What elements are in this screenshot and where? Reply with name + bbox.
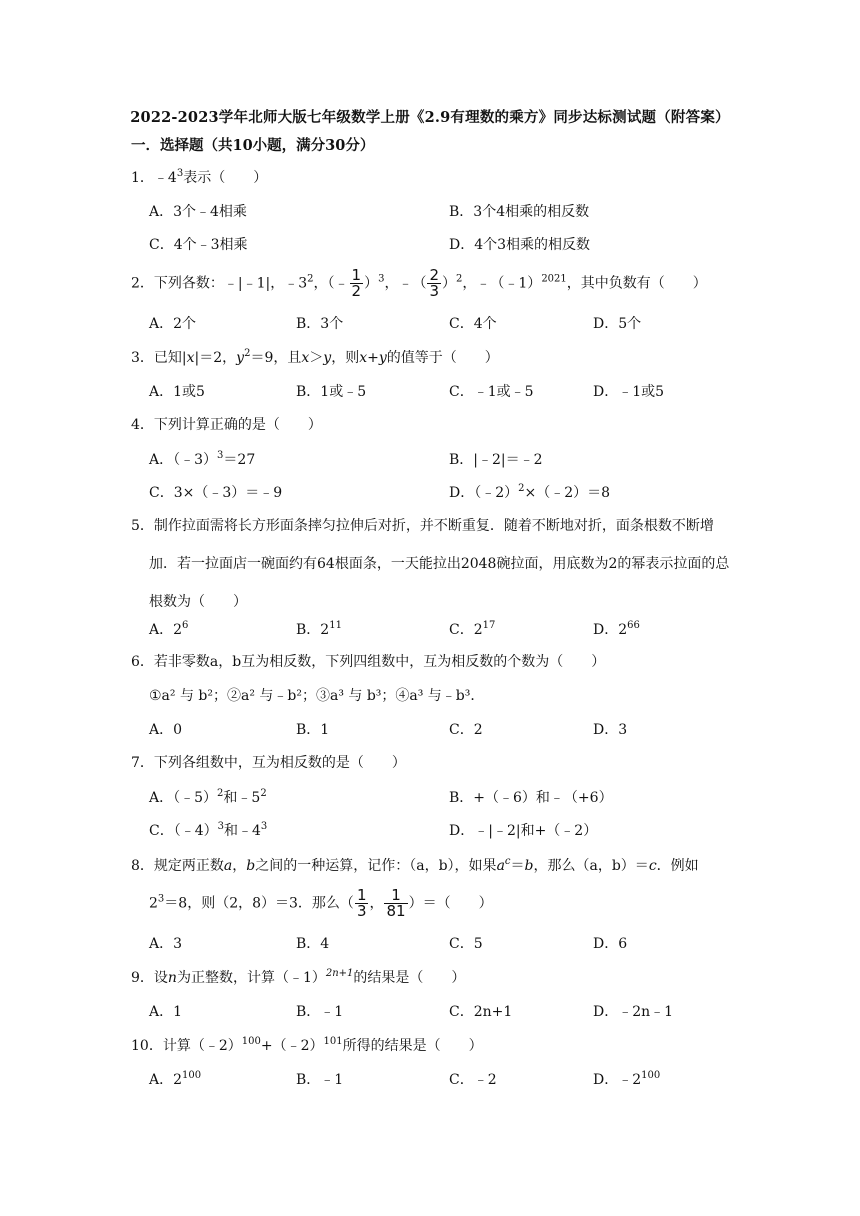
q10-option-d: D．$﹣2^{100}$ xyxy=(593,1070,661,1088)
q2-option-c: C．4个 xyxy=(449,316,497,332)
question-8-line-2: $2^3=8$，则（2，8）＝3．那么（ $\frac{1}{3}$ ， $\frac{1}{81}$ ）＝（ ） xyxy=(149,886,493,920)
q9-option-d: D．﹣2n﹣1 xyxy=(593,1004,674,1020)
q1-option-d: D．4个3相乘的相反数 xyxy=(449,237,591,253)
q5-option-b: B．$2^{11}$ xyxy=(296,620,342,638)
q5-option-d: D．$2^{66}$ xyxy=(593,620,640,638)
q10-option-b: B．﹣1 xyxy=(296,1072,344,1088)
q7-option-a: A．（﹣5）$^2$和$﹣5^2$ xyxy=(149,788,267,806)
question-3: 3．已知|x|＝2，$y^2=9$，且x＞y，则x+y的值等于（ ） xyxy=(131,348,499,366)
q9-option-a: A．1 xyxy=(149,1004,183,1020)
q8-option-b: B．4 xyxy=(296,936,330,952)
q7-option-b: B．+（﹣6）和﹣（+6） xyxy=(449,790,613,806)
fraction-one-eighty-first: $\frac{1}{81}$ xyxy=(386,886,406,920)
question-4: 4．下列计算正确的是（ ） xyxy=(131,417,322,433)
q2-option-d: D．5个 xyxy=(593,316,642,332)
document-title: 2022-2023学年北师大版七年级数学上册《2.9有理数的乘方》同步达标测试题（附答案） xyxy=(130,109,730,126)
q10-option-c: C．﹣2 xyxy=(449,1072,497,1088)
fraction-one-third: $\frac{1}{3}$ xyxy=(356,886,367,920)
q8-option-d: D．6 xyxy=(593,936,628,952)
question-1: 1．$﹣4^3$表示（ ） xyxy=(131,168,268,186)
q4-option-b: B．|﹣2|＝﹣2 xyxy=(449,452,543,468)
q9-option-c: C．2n+1 xyxy=(449,1004,513,1020)
question-7: 7．下列各组数中，互为相反数的是（ ） xyxy=(131,755,406,771)
question-2: 2．下列各数：﹣|﹣1|，$﹣3^2$，（﹣ $\frac{1}{2}$ ）$^3$，﹣（ $\frac{2}{3}$ ）$^2$，﹣（﹣1）$^{2021}$，其中负数有（ ） xyxy=(131,266,707,300)
q6-option-c: C．2 xyxy=(449,722,483,738)
q4-option-c: C．3×（﹣3）＝﹣9 xyxy=(149,485,283,501)
q3-option-d: D．﹣1或5 xyxy=(593,384,665,400)
question-10: 10．计算（﹣2）$^{100}$+（﹣2）$^{101}$所得的结果是（ ） xyxy=(131,1036,483,1054)
q6-option-b: B．1 xyxy=(296,722,330,738)
q1-option-c: C．4个﹣3相乘 xyxy=(149,237,248,253)
q6-option-d: D．3 xyxy=(593,722,628,738)
q3-option-a: A．1或5 xyxy=(149,384,205,400)
q5-option-a: A．$2^6$ xyxy=(149,620,189,638)
fraction-two-thirds: $\frac{2}{3}$ xyxy=(429,266,440,300)
question-8-line-1: 8．规定两正数a，b之间的一种运算，记作：（a，b），如果$a^c=b$，那么（a，b）＝c．例如 xyxy=(131,856,699,874)
question-9: 9．设n为正整数，计算（﹣1）$^{2n+1}$的结果是（ ） xyxy=(131,968,466,986)
q6-statements: ①a² 与 b²；②a² 与﹣b²；③a³ 与 b³；④a³ 与﹣b³． xyxy=(149,688,485,704)
q4-option-a: A．（﹣3）$^3$＝27 xyxy=(149,450,256,468)
q6-option-a: A．0 xyxy=(149,722,183,738)
question-5: 5．制作拉面需将长方形面条摔匀拉伸后对折，并不断重复．随着不断地对折，面条根数不断增加．若一拉面店一碗面约有64根面条，一天能拉出2048碗拉面，用底数为2的幂表示拉面的总根数为（ ） xyxy=(131,518,730,610)
q8-option-c: C．5 xyxy=(449,936,483,952)
q4-option-d: D．（﹣2）$^2$×（﹣2）＝8 xyxy=(449,483,611,501)
question-6: 6．若非零数a，b互为相反数，下列四组数中，互为相反数的个数为（ ） xyxy=(131,654,606,670)
q7-option-d: D．﹣|﹣2|和+（﹣2） xyxy=(449,823,598,839)
q3-option-b: B．1或﹣5 xyxy=(296,384,367,400)
q7-option-c: C．（﹣4）$^3$和$﹣4^3$ xyxy=(149,821,268,839)
q1-option-a: A．3个﹣4相乘 xyxy=(149,204,247,220)
q3-option-c: C．﹣1或﹣5 xyxy=(449,384,534,400)
fraction-one-half: $\frac{1}{2}$ xyxy=(351,266,362,300)
q10-option-a: A．$2^{100}$ xyxy=(149,1070,202,1088)
q8-option-a: A．3 xyxy=(149,936,183,952)
q1-option-b: B．3个4相乘的相反数 xyxy=(449,204,590,220)
q9-option-b: B．﹣1 xyxy=(296,1004,344,1020)
q2-option-a: A．2个 xyxy=(149,316,197,332)
q2-option-b: B．3个 xyxy=(296,316,344,332)
section-heading: 一．选择题（共10小题，满分30分） xyxy=(131,137,375,154)
q5-option-c: C．$2^{17}$ xyxy=(449,620,496,638)
